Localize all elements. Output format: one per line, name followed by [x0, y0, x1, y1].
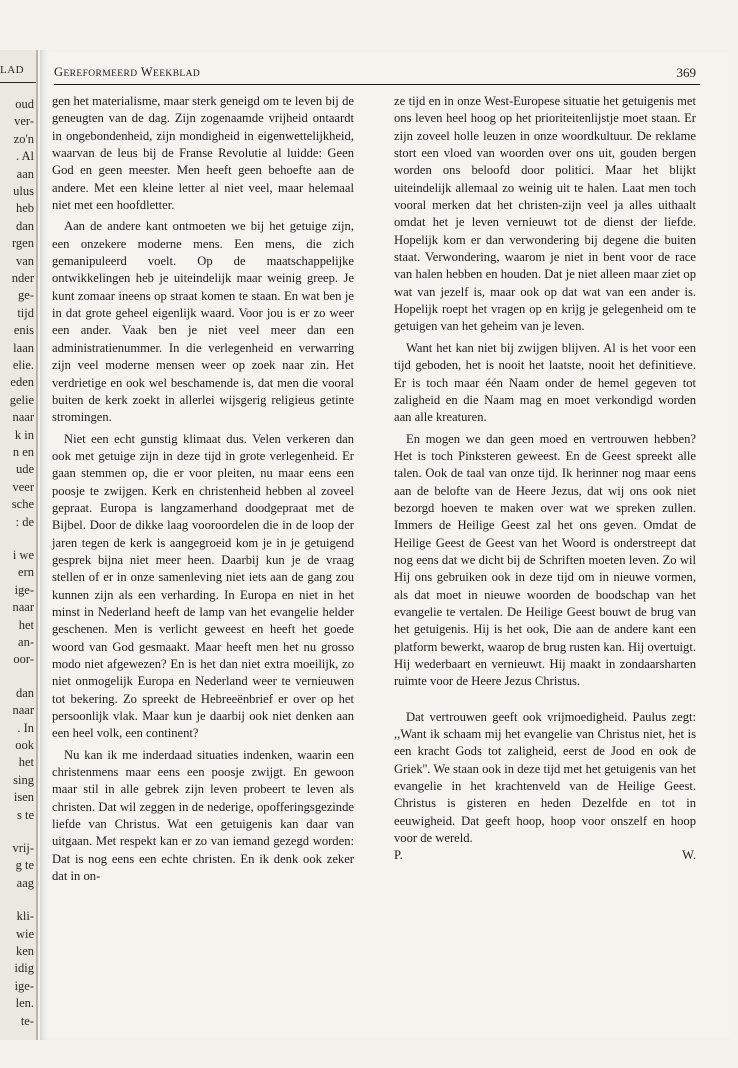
- text-fragment: isen: [13, 790, 34, 805]
- text-fragment: kli-: [16, 909, 34, 924]
- previous-page-sliver: [0, 50, 38, 1040]
- text-fragment: enis: [13, 323, 34, 338]
- text-fragment: dan: [15, 685, 34, 700]
- signature: [394, 847, 696, 864]
- text-fragment: ge-: [18, 288, 34, 303]
- text-fragment: naar: [12, 703, 34, 718]
- text-fragment: ude: [15, 462, 34, 477]
- text-fragment: ige-: [14, 978, 34, 993]
- text-fragment: s te: [16, 807, 34, 822]
- paragraph: Niet een echt gunstig klimaat dus. Velen verkeren dan ook met getuige zijn in deze tijd in grote verlegenheid. Er gaan stemmen op, die er voor pleiten, nu maar eens een poosje te zwijgen. Kerk en christenheid hebben al zoveel gepraat. Europa is langzamerhand doodgepraat met de Bijbel. Door de dikke laag vooroordelen die in de loop der jaren tegen de kerk is aangegroeid kom je in je getuigend gesprek bijna niet meer heen. Daarbij kun je de vraag stellen of er in onze samenleving niet iets aan de gang zou kunnen zijn als een verharding. In Europa en niet in het minst in Nederland heeft de lamp van het evangelie helder geschenen. Men is verlicht geweest en heeft het goede woord van God gesmaakt. Maar heeft men het nu grosso modo niet afgewezen? En is het dan niet extra moeilijk, zo niet onmogelijk Europa en Nederland weer te vernieuwen tot bekering. Zo spreekt de Hebreeënbrief er over op het persoonlijk vlak. Maar kun je daarbij ook niet denken aan een heel volk, een continent?: [52, 431, 354, 741]
- paragraph: Nu kan ik me inderdaad situaties indenken, waarin een christenmens maar eens een poosje zwijgt. En gewoon maar stil in alle gebrek zijn leven probeert te leven als christen. Dat wil zeggen in de nederige, opofferingsgezinde liefde van Christus. Wat een getuigenis kan daar van uitgaan. Met respekt kan er zo van iemand gezegd worden: Dat is nog eens een echte christen. En ik denk ook zeker dat in on-: [52, 747, 354, 884]
- column-right: [394, 93, 696, 865]
- text-fragment: idig: [14, 961, 34, 976]
- publication-title: GEREFORMEERD WEEKBLAD: [54, 65, 201, 79]
- signature-initial-left: P.: [394, 848, 403, 863]
- column-left: [52, 93, 354, 885]
- text-fragment: naar: [12, 410, 34, 425]
- text-fragment: . Al: [15, 149, 34, 164]
- text-fragment: eden: [10, 375, 34, 390]
- text-fragment: ulus: [13, 184, 34, 198]
- text-fragment: an-: [18, 635, 34, 649]
- text-fragment: elie.: [12, 358, 34, 372]
- paragraph: Aan de andere kant ontmoeten we bij het getuige zijn, een onzekere moderne mens. Een mens, die zich gemanipuleerd voelt. Op de maatschappelijke ontwikkelingen heb je uiteindelijk maar weinig greep. Je kunt zomaar ineens op straat komen te staan. En wat ben je in dat grote geheel eigenlijk waard. Voor jou is er zo weer een ander. Vaak ben je niet veel meer dan een administratienummer. In die verlegenheid en verwarring zijn veel moderne mensen weer op zoek naar zin. Het verdrietige en ook wel beschamende is, dat men die vooral buiten de kerk zoekt in allerlei wijsgerig religieus getinte stromingen.: [52, 219, 354, 425]
- text-fragment: ern: [18, 565, 34, 580]
- text-fragment: aan: [16, 166, 34, 181]
- text-fragment: laan: [13, 340, 34, 355]
- paragraph: En mogen we dan geen moed en vertrouwen hebben? Het is toch Pinksteren geweest. En de Geest spreekt alle talen. Ook de taal van onze tijd. Ik herinner nog maar eens aan de belofte van de Heere Jezus, dat wij ons ook niet bezorgd hoeven te maken over wat we spreken zullen. Immers de Heilige Geest zal het ons geven. Omdat de Heilige Geest de Geest van het Woord is onderstreept dat nog eens dat we dicht bij de Schriften moeten leven. Zo wil Hij ons gebruiken ook in deze tijd om in nieuwe vormen, als dat moet in nieuwe woorden de boodschap van het evangelie te vertalen. De Heilige Geest bouwt de brug van het getuigenis. Hij is het ook, Die aan de andere kant een platform bewerkt, waarop de brug rusten kan. Hij overtuigt. Hij wederbaart en vernieuwt. Hij maakt in zondaarsharten ruimte voor de Heere Jezus Christus.: [394, 431, 696, 689]
- text-fragment: oud: [15, 97, 34, 111]
- paragraph: ze tijd en in onze West-Europese situatie het getuigenis met ons leven heel hoog op het prioriteitenlijstje moet staan. Er zijn zoveel holle leuzen in onze woordkultuur. De reklame stort een vloed van woorden over ons uit, gouden bergen worden ons beloofd door politici. Maar het blijkt uiteindelijk allemaal zo weinig uit te halen. Laat men toch vooral merken dat het christen-zijn veel ja alles uithaalt omdat het je leven vernieuwt tot de dienst der liefde. Hopelijk kom er dan verwondering bij degene die buiten staat. Verwondering, waarom je niet in bent voor de race van halen hebben en houden. Dat je niet alleen maar ziet op wat van jezelf is, maar ook op dat wat van een ander is. Hopelijk roept het vragen op en krijg je gelegenheid om te getuigen van het geheim van je leven.: [394, 94, 696, 334]
- text-fragment: ige-: [14, 582, 34, 597]
- text-fragment: gelie: [9, 392, 34, 407]
- text-fragment: dan: [15, 218, 34, 233]
- text-fragment: len.: [15, 996, 34, 1011]
- text-fragment: sche: [11, 497, 34, 512]
- text-fragment: oor-: [13, 652, 34, 667]
- text-fragment: het: [18, 755, 34, 770]
- previous-page-header: LAD: [0, 64, 25, 76]
- text-fragment: : de: [15, 514, 34, 529]
- text-fragment: wie: [15, 926, 34, 941]
- text-fragment: k in: [14, 427, 34, 442]
- previous-page-rule: [0, 82, 36, 83]
- text-fragment: veer: [12, 479, 34, 494]
- paragraph: Dat vertrouwen geeft ook vrijmoedigheid. Paulus zegt: ,,Want ik schaam mij het evangelie van Christus niet, het is een kracht Gods tot zaligheid, eerst de Jood en ook de Griek''. We staan ook in deze tijd met het getuigenis van het evangelie in het krachtenveld van de Heilige Geest. Christus is gisteren en heden Dezelfde en tot in eeuwigheid. Dat geeft hoop, hoop voor onszelf en hoop voor de wereld.: [394, 709, 696, 846]
- header-rule: [54, 84, 700, 85]
- paragraph: Want het kan niet bij zwijgen blijven. Al is het voor een tijd geboden, het is nooit het laatste, nooit het definitieve. Er is toch maar één Naam onder de hemel gegeven tot zaligheid en die Naam mag en moet verkondigd worden aan alle kreaturen.: [394, 340, 696, 425]
- text-fragment: rgen: [12, 236, 34, 251]
- text-fragment: van: [15, 253, 34, 268]
- text-fragment: g te: [15, 858, 34, 873]
- main-page: [40, 50, 730, 1040]
- page-number: 369: [676, 65, 696, 80]
- text-fragment: zo'n: [13, 131, 34, 146]
- text-fragment: nder: [11, 271, 34, 285]
- text-fragment: het: [18, 617, 34, 632]
- text-fragment: ken: [15, 944, 34, 958]
- text-fragment: n en: [12, 445, 34, 459]
- text-fragment: . In: [17, 720, 34, 735]
- text-fragment: tijd: [17, 305, 34, 320]
- text-fragment: ook: [15, 738, 34, 752]
- text-fragment: te-: [20, 1013, 34, 1028]
- text-fragment: ver-: [14, 114, 34, 129]
- text-fragment: sing: [13, 772, 34, 787]
- paragraph: gen het materialisme, maar sterk geneigd om te leven bij de geneugten van de dag. Zijn zogenaamde vrijheid ontaardt in ongebondenheid, zijn mondigheid in eigenwettelijkheid, waarvan de leus bij de Franse Revolutie al luidde: Geen God en geen meester. Men heeft geen behoefte aan de andere. Met een kleine letter al niet veel, maar helemaal niet met een hoofdletter.: [52, 94, 354, 213]
- text-fragment: heb: [15, 201, 34, 216]
- signature-initial-right: W.: [682, 848, 696, 863]
- text-fragment: naar: [12, 600, 34, 615]
- text-fragment: i we: [12, 548, 34, 562]
- text-fragment: aag: [16, 875, 34, 890]
- text-fragment: vrij-: [12, 841, 34, 855]
